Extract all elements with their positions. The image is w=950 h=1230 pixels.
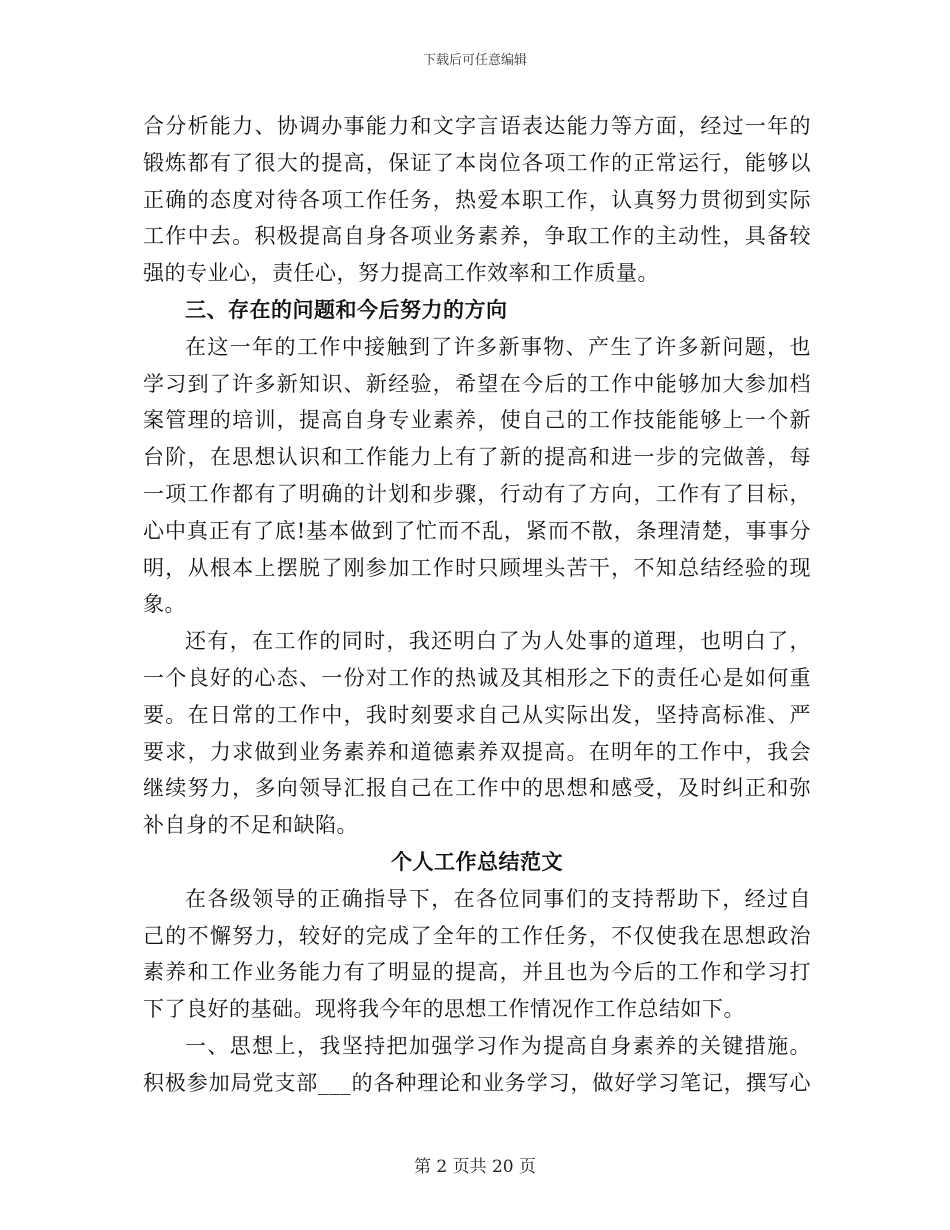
page-footer: 第 2 页共 20 页 [413,1157,537,1177]
body-line: 强的专业心，责任心，努力提高工作效率和工作质量。 [143,261,659,286]
body-line: 在这一年的工作中接触到了许多新事物、产生了许多新问题，也 [185,334,811,359]
body-line: 锻炼都有了很大的提高，保证了本岗位各项工作的正常运行，能够以 [143,150,811,175]
body-line: 要求，力求做到业务素养和道德素养双提高。在明年的工作中，我会 [143,739,811,764]
article-title: 个人工作总结范文 [391,848,563,874]
body-line: 继续努力，多向领导汇报自己在工作中的思想和感受，及时纠正和弥 [143,776,811,801]
body-line: 案管理的培训，提高自身专业素养，使自己的工作技能能够上一个新 [143,408,811,433]
document-body [143,108,811,1102]
body-line: 要。在日常的工作中，我时刻要求自己从实际出发，坚持高标准、严 [143,702,811,727]
page-header: 下载后可任意编辑 [422,53,527,68]
body-line: 己的不懈努力，较好的完成了全年的工作任务，不仅使我在思想政治 [143,923,811,948]
body-line: 积极参加局党支部___的各种理论和业务学习，做好学习笔记，撰写心 [143,1070,811,1095]
body-line: 正确的态度对待各项工作任务，热爱本职工作，认真努力贯彻到实际 [143,187,811,212]
body-line: 工作中去。积极提高自身各项业务素养，争取工作的主动性，具备较 [143,224,811,249]
body-line: 象。 [143,592,186,617]
body-line: 合分析能力、协调办事能力和文字言语表达能力等方面，经过一年的 [143,114,811,138]
body-line: 学习到了许多新知识、新经验，希望在今后的工作中能够加大参加档 [143,371,811,396]
body-line: 一项工作都有了明确的计划和步骤，行动有了方向，工作有了目标， [143,481,811,506]
body-line: 下了良好的基础。现将我今年的思想工作情况作工作总结如下。 [143,997,745,1022]
body-line: 还有，在工作的同时，我还明白了为人处事的道理，也明白了， [185,629,811,654]
body-line: 心中真正有了底!基本做到了忙而不乱，紧而不散，条理清楚，事事分 [143,518,811,543]
body-line: 一个良好的心态、一份对工作的热诚及其相形之下的责任心是如何重 [143,665,811,690]
body-line: 台阶，在思想认识和工作能力上有了新的提高和进一步的完做善，每 [143,445,811,470]
body-line: 素养和工作业务能力有了明显的提高，并且也为今后的工作和学习打 [143,960,811,985]
section-heading: 三、存在的问题和今后努力的方向 [185,296,508,322]
body-line: 在各级领导的正确指导下，在各位同事们的支持帮助下，经过自 [185,886,811,911]
body-line: 补自身的不足和缺陷。 [143,813,358,838]
body-line: 一、思想上，我坚持把加强学习作为提高自身素养的关键措施。 [185,1033,811,1058]
body-line: 明，从根本上摆脱了刚参加工作时只顾埋头苦干，不知总结经验的现 [143,555,811,580]
